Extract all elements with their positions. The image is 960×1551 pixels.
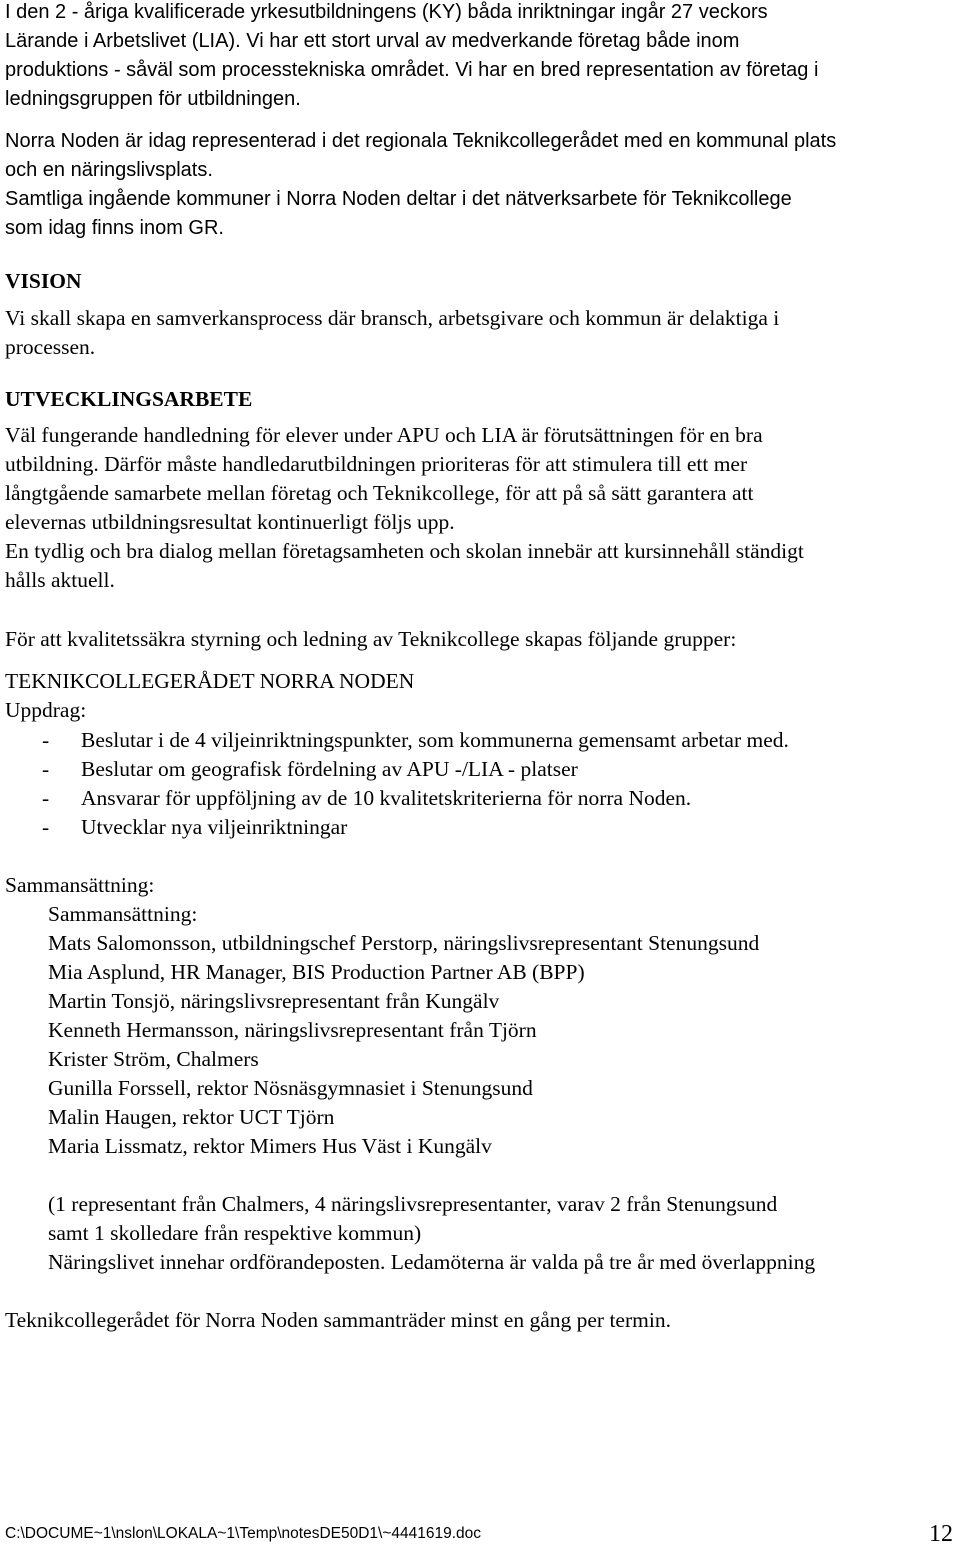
network-line-1: Samtliga ingående kommuner i Norra Noden deltar i det nätverksarbete för Teknikcollege [5, 188, 792, 210]
member-item: Krister Ström, Chalmers [48, 1047, 259, 1071]
member-item: Mats Salomonsson, utbildningschef Perstorp, näringslivsrepresentant Stenungsund [48, 931, 760, 955]
dash-bullet: - [42, 728, 50, 752]
composition-sublabel: Sammansättning: [48, 902, 198, 926]
vision-text-line-2: processen. [5, 335, 96, 359]
intro-line-3: produktions - såväl som processtekniska området. Vi har en bred representation av företag i [5, 59, 819, 81]
composition-note-line-2: samt 1 skolledare från respektive kommun) [48, 1221, 422, 1245]
meeting-frequency: Teknikcollegerådet för Norra Noden sammanträder minst en gång per termin. [5, 1308, 671, 1332]
council-heading: TEKNIKCOLLEGERÅDET NORRA NODEN [5, 669, 415, 693]
quality-intro: För att kvalitetssäkra styrning och ledning av Teknikcollege skapas följande grupper: [5, 627, 737, 651]
development-text-line-5: En tydlig och bra dialog mellan företagsamheten och skolan innebär att kursinnehåll ständigt [5, 539, 804, 563]
member-item: Maria Lissmatz, rektor Mimers Hus Väst i Kungälv [48, 1134, 492, 1158]
assignment-text: Beslutar om geografisk fördelning av APU -/LIA - platser [81, 757, 578, 781]
dash-bullet: - [42, 757, 50, 781]
development-text-line-2: utbildning. Därför måste handledarutbildningen prioriteras för att stimulera till ett mer [5, 452, 748, 476]
dash-bullet: - [42, 786, 50, 810]
member-item: Gunilla Forssell, rektor Nösnäsgymnasiet i Stenungsund [48, 1076, 533, 1100]
intro-line-1: I den 2 - åriga kvalificerade yrkesutbildningens (KY) båda inriktningar ingår 27 veckors [5, 1, 768, 23]
composition-note-line-1: (1 representant från Chalmers, 4 näringslivsrepresentanter, varav 2 från Stenungsund [48, 1192, 778, 1216]
member-item: Martin Tonsjö, näringslivsrepresentant från Kungälv [48, 989, 500, 1013]
composition-label: Sammansättning: [5, 873, 155, 897]
vision-heading: VISION [5, 269, 82, 293]
development-text-line-3: långtgående samarbete mellan företag och Teknikcollege, för att på så sätt garantera att [5, 481, 754, 505]
assignment-text: Beslutar i de 4 viljeinriktningspunkter, som kommunerna gemensamt arbetar med. [81, 728, 789, 752]
composition-note-line-3: Näringslivet innehar ordförandeposten. Ledamöterna är valda på tre år med överlappning [48, 1250, 816, 1274]
assignment-label: Uppdrag: [5, 698, 87, 722]
network-line-2: som idag finns inom GR. [5, 217, 224, 239]
vision-text-line-1: Vi skall skapa en samverkansprocess där bransch, arbetsgivare och kommun är delaktiga i [5, 306, 780, 330]
dash-bullet: - [42, 815, 50, 839]
development-text-line-1: Väl fungerande handledning för elever under APU och LIA är förutsättningen för en bra [5, 423, 763, 447]
intro-line-2: Lärande i Arbetslivet (LIA). Vi har ett stort urval av medverkande företag både inom [5, 30, 740, 52]
representation-line-2: och en näringslivsplats. [5, 159, 213, 181]
development-text-line-6: hålls aktuell. [5, 568, 115, 592]
intro-line-4: ledningsgruppen för utbildningen. [5, 88, 301, 110]
member-item: Malin Haugen, rektor UCT Tjörn [48, 1105, 335, 1129]
file-path-footer: C:\DOCUME~1\nslon\LOKALA~1\Temp\notesDE50D1\~4441619.doc [5, 1525, 482, 1542]
assignment-text: Utvecklar nya viljeinriktningar [81, 815, 348, 839]
assignment-text: Ansvarar för uppföljning av de 10 kvalitetskriterierna för norra Noden. [81, 786, 692, 810]
development-heading: UTVECKLINGSARBETE [5, 387, 253, 411]
member-item: Kenneth Hermansson, näringslivsrepresentant från Tjörn [48, 1018, 537, 1042]
representation-line-1: Norra Noden är idag representerad i det regionala Teknikcollegerådet med en kommunal plats [5, 130, 837, 152]
member-item: Mia Asplund, HR Manager, BIS Production Partner AB (BPP) [48, 960, 585, 984]
page-number: 12 [929, 1521, 953, 1547]
development-text-line-4: elevernas utbildningsresultat kontinuerligt följs upp. [5, 510, 455, 534]
